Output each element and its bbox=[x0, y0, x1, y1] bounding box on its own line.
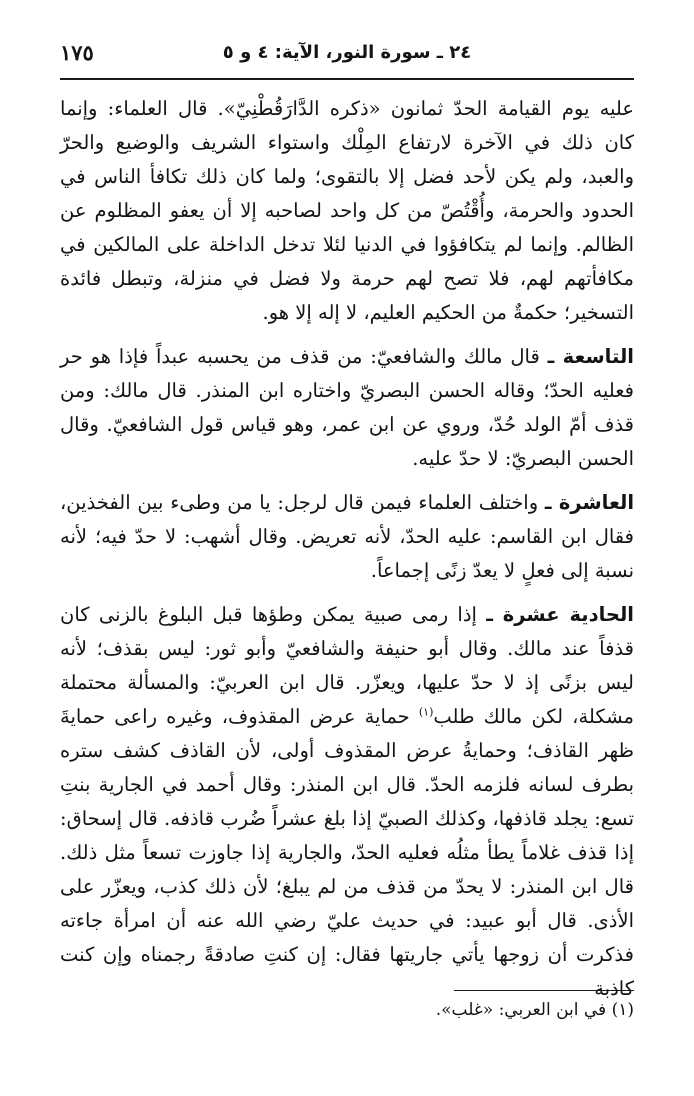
main-text bbox=[60, 92, 634, 1016]
footnote-divider bbox=[454, 990, 634, 991]
paragraph-text: إذا رمى صبية يمكن وطؤها قبل البلوغ بالزنى كان قذفاً عند مالك. وقال أبو حنيفة والشافعيّ وأبو ثور: ليس بقذف؛ لأنه ليس بزنًى إذ لا حدّ عليها، ويعزّر. قال ابن العربيّ: والمسألة محتملة مشكلة، لكن مالك طلب bbox=[60, 603, 634, 728]
page-number: ١٧٥ bbox=[60, 40, 94, 65]
running-title: ٢٤ ـ سورة النور، الآية: ٤ و ٥ bbox=[222, 42, 472, 63]
paragraph-eleventh bbox=[60, 598, 634, 1006]
paragraph-heading: التاسعة ـ bbox=[547, 345, 634, 368]
paragraph-text: قال مالك والشافعيّ: من قذف من يحسبه عبداً فإذا هو حر فعليه الحدّ؛ وقاله الحسن البصريّ واختاره ابن المنذر. قال مالك: ومن قذف أمّ الولد حُدّ، وروي عن ابن عمر، وهو قياس قول الشافعيّ. وقال الحسن البصريّ: لا حدّ عليه. bbox=[60, 345, 634, 470]
paragraph-ninth bbox=[60, 340, 634, 476]
paragraph-text: واختلف العلماء فيمن قال لرجل: يا من وطىء بين الفخذين، فقال ابن القاسم: عليه الحدّ، لأنه تعريض. وقال أشهب: لا حدّ فيه؛ لأنه نسبة إلى فعلٍ لا يعدّ زنًى إجماعاً. bbox=[60, 491, 634, 582]
paragraph-text-continued: حماية عرض المقذوف، وغيره راعى حمايةَ ظهر القاذف؛ وحمايةُ عرض المقذوف أولى، لأن القاذف كشف ستره بطرف لسانه فلزمه الحدّ. قال ابن المنذر: وقال أحمد في الجارية بنتِ تسع: يجلد قاذفها، وكذلك الصبيّ إذا بلغ عشراً ضُرب قاذفه. قال إسحاق: إذا قذف غلاماً يطأ مثلُه فعليه الحدّ، والجارية إذا جاوزت تسعاً مثل ذلك. قال ابن المنذر: لا يحدّ من قذف من لم يبلغ؛ لأن ذلك كذب، ويعزّر على الأذى. قال أبو عبيد: في حديث عليّ رضي الله عنه أن امرأة جاءته فذكرت أن زوجها يأتي جاريتها فقال: إن كنتِ صادقةً رجمناه وإن كنت كاذبة bbox=[60, 705, 634, 1000]
paragraph-tenth bbox=[60, 486, 634, 588]
paragraph-text: عليه يوم القيامة الحدّ ثمانون «ذكره الدَّارَقُطْنِيّ». قال العلماء: وإنما كان ذلك في الآخرة لارتفاع المِلْك واستواء الشريف والوضيع والحرّ والعبد، ولم يكن لأحد فضل إلا بالتقوى؛ ولما كان ذلك تكافأ الناس في الحدود والحرمة، وأُقْتُصّ من كل واحد لصاحبه إلا أن يعفو المظلوم عن الظالم. وإنما لم يتكافؤوا في الدنيا لئلا تدخل الداخلة على المالكين في مكافأتهم لهم، فلا تصح لهم حرمة ولا فضل في منزلة، وتبطل فائدة التسخير؛ حكمةٌ من الحكيم العليم، لا إله إلا هو. bbox=[60, 97, 634, 324]
page-header bbox=[60, 38, 634, 80]
footnote-marker: (١) bbox=[418, 705, 434, 719]
paragraph-heading: العاشرة ـ bbox=[544, 491, 635, 514]
paragraph-heading: الحادية عشرة ـ bbox=[486, 603, 634, 626]
paragraph-continuation bbox=[60, 92, 634, 330]
footnote: (١) في ابن العربي: «غلب». bbox=[435, 1000, 634, 1020]
